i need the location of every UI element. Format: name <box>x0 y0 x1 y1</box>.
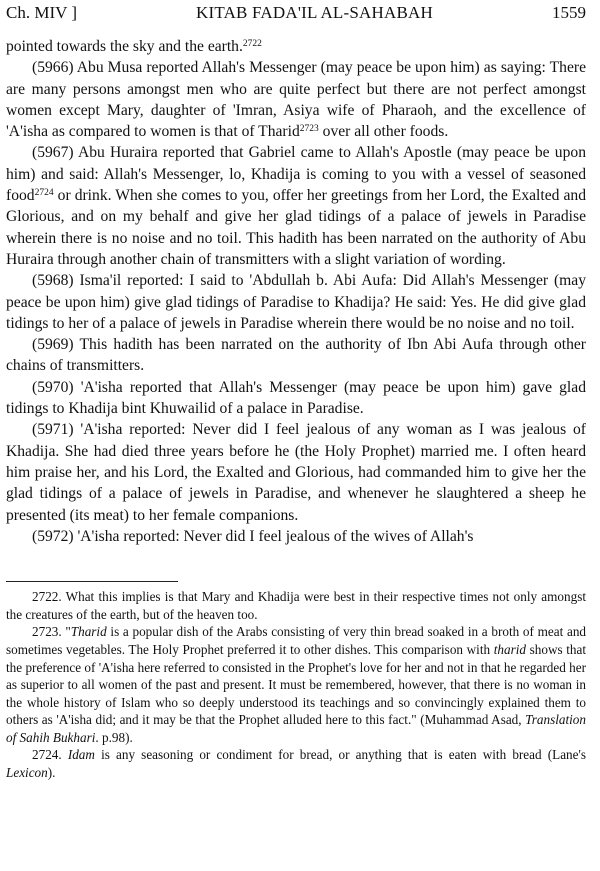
footnote-2723: 2723. "Tharid is a popular dish of the Arabs consisting of very thin bread soaked in a broth of meat and sometimes vegetables. The Holy Prophet preferred it to other dishes. This comparison with tharid shows that the preference of 'A'isha here referred to consisted in the Prophet's love for her and not in that he regarded her as superior to all women of the past and present. It must be remembered, however, that there is no woman in the whole history of Islam who so deeply understood its teachings and so convincingly explained them to others as 'A'isha did; and it may be that the Prophet alluded here to this fact." (Muhammad Asad, Translation of Sahih Bukhari. p.98). <box>6 624 587 745</box>
footnotes <box>6 588 586 782</box>
book-title: KITAB FADA'IL AL-SAHABAH <box>196 3 433 22</box>
paragraph: pointed towards the sky and the earth.$^{2722}$ <box>6 38 262 55</box>
footnote-ref[interactable]: 2724 <box>34 188 54 199</box>
running-header <box>6 0 586 36</box>
page-number: 1559 <box>551 3 586 22</box>
hadith-5971: (5971) 'A'isha reported: Never did I feel jealous of any woman as I was jealous of Khadija. She had died three years before he (the Holy Prophet) married me. I often heard him praise her, and his Lord, the Exalted and Glorious, had commanded him to give her the glad tidings of a palace of jewels in Paradise, and whenever he slaughtered a sheep he presented (its meat) to her female companions. <box>6 421 586 524</box>
hadith-5968: (5968) Isma'il reported: I said to 'Abdullah b. Abi Aufa: Did Allah's Messenger (may peace be upon him) give glad tidings of Paradise to Khadija? He said: Yes. He did give glad tidings to her of a palace of jewels in Paradise wherein there would be no noise and no toil. <box>6 272 586 332</box>
footnote-2722: 2722. What this implies is that Mary and Khadija were best in their respective times not only amongst the creatures of the earth, but of the heaven too. <box>6 589 586 622</box>
footnote-divider <box>6 581 178 582</box>
footnote-ref[interactable]: 2722 <box>242 39 262 49</box>
hadith-5969: (5969) This hadith has been narrated on the authority of Ibn Abi Aufa through other chains of transmitters. <box>6 336 586 375</box>
hadith-5970: (5970) 'A'isha reported that Allah's Messenger (may peace be upon him) gave glad tidings to Khadija bint Khuwailid of a palace in Paradise. <box>6 378 586 418</box>
footnote-2724: 2724. Idam is any seasoning or condiment for bread, or anything that is eaten with bread (Lane's Lexicon). <box>6 747 586 781</box>
chapter-label: Ch. MIV ] <box>6 3 77 22</box>
hadith-5972: (5972) 'A'isha reported: Never did I feel jealous of the wives of Allah's <box>32 527 474 545</box>
hadith-5966: (5966) Abu Musa reported Allah's Messenger (may peace be upon him) as saying: There are many persons amongst men who are quite perfect but there are not perfect amongst women except Mary, daughter of 'Imran, Asiya wife of Pharaoh, and the excellence of 'A'isha as compared to women is that of Tharid$^{2723}$ over all other foods. <box>6 59 586 141</box>
hadith-5967: (5967) Abu Huraira reported that Gabriel came to Allah's Apostle (may peace be upon him) and said: Allah's Messenger, lo, Khadija is coming to you with a vessel of seasoned food$^{2724}$ or drink. When she comes to you, offer her greetings from her Lord, the Exalted and Glorious, and on my behalf and give her glad tidings of a palace of jewels in Paradise wherein there is no noise and no toil. This hadith has been narrated on the authority of Abu Huraira through another chain of transmitters with a slight variation of wording. <box>6 144 586 268</box>
main-text <box>6 36 586 547</box>
footnote-ref[interactable]: 2723 <box>299 124 319 135</box>
